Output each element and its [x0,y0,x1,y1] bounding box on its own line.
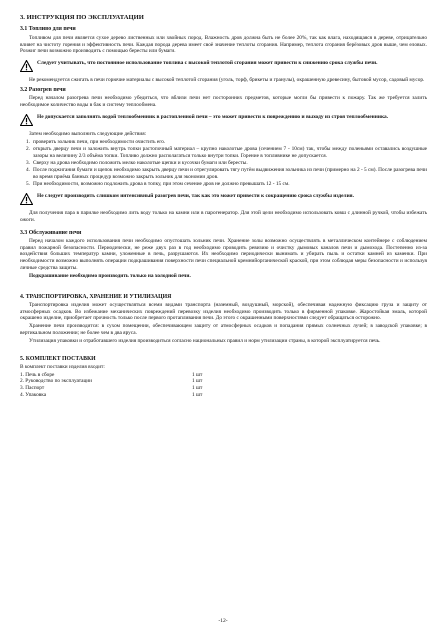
maintenance-paragraph: Перед началом каждого использования печи необходимо опустошать зольник печи. Хранение золы возможно осуществлять в металлическом контейнере с соблюдением правил пожарной безопасности. Периодически, не реже двух раз в год необходимо проводить ревизию и очистку дымовых каналов печи и дымохода. Постепенно из-за воздействия больших температур камни, уложенные в печь, разрушаются. Их необходимо периодически вынимать и убирать пыль и остатки камней из каменки. При необходимости возможно выполнять операции подкрашивания поверхности печи специальной кремнийорганической краской, при этом соблюдая меры безопасности и используя личные средства защиты. [20,237,427,271]
kit-intro: В комплект поставки изделия входит: [20,363,105,370]
warning-triangle-icon [20,60,33,72]
section-3-title: 3. ИНСТРУКЦИЯ ПО ЭКСПЛУАТАЦИИ [20,14,144,21]
warning-block-fuel [20,60,427,72]
section-5-title: 5. КОМПЛЕКТ ПОСТАВКИ [20,355,96,362]
spacer [20,281,427,291]
steps-intro: Затем необходимо выполнить следующие действия: [29,130,147,137]
section-3-2-title: 3.2 Разогрев печи [20,86,66,93]
warning-block-exchanger [20,114,427,126]
warning-text-overheat: Не следует производить слишком интенсивный разогрев печи, так как это может привести к сокращению срока службы изделия. [37,192,354,199]
fuel-restrictions-paragraph: Не рекомендуется сжигать в печи горючие материалы с высокой теплотой сгорания (уголь, торф, брикеты и гранулы), окрашенную древесину, бытовой мусор, садовый мусор. [29,77,425,84]
transport-paragraph: Транспортировка изделия может осуществляться всеми видами транспорта (наземный, воздушный, морской), обеспечивая надежную фиксацию груза и защиту от атмосферных осадков. Во избежание механических повреждений перевозку изделия необходимо производить только в фирменной упаковке. Жаростойкая эмаль, которой окрашено изделие, приобретает прочность только после первого протапливания печи. До этого с окрашенными поверхностями следует обращаться осторожно. [20,301,427,322]
spacer [20,346,427,353]
fuel-paragraph: Топливом для печи является сухое дерево лиственных или хвойных пород. Влажность дров должна быть не более 20%, так как влага, находящаяся в дереве, отрицательно влияет на чистоту горения и эффективность печи. Каждая порода дерева имеет своё значение теплоты сгорания. Например, теплота сгорания берёзовых дров выше, чем еловых. Розжиг печи возможно производить с помощью бересты или бумаги. [20,34,427,55]
section-3-3-title: 3.3 Обслуживание печи [20,229,82,236]
list-item: 1. проверить зольник печи, при необходимости очистить его. [26,138,166,145]
kit-row: 2. Руководство по эксплуатации 1 шт [20,378,203,385]
storage-paragraph: Хранение печи производится: в сухом помещении, обеспечивающем защиту от атмосферных осадков и попадания прямых солнечных лучей; в заводской упаковке; в вертикальном положении; не более чем в два яруса. [20,323,427,336]
warning-triangle-icon [20,114,33,126]
warning-triangle-icon [20,193,33,205]
list-item: 5. При необходимости, возможно подложить дрова в топку, при этом сечение дров не должно превышать 12 - 15 см. [26,181,290,188]
list-item: 4. После поджигания бумаги и щепок необходимо закрыть дверцу печи и отрегулировать тягу путём выдвижения зольника из печи (примерно на 2 - 5 см). После разогрева печи во время приёма банных процедур возможно закрыть зольник для экономии дров. [26,167,427,180]
list-item: 3. Сверху на дрова необходимо положить мелко наколотые щепки и кусочки бумаги или бересты. [26,159,248,166]
kit-row: 4. Упаковка 1 шт [20,391,203,398]
heating-steps-list [26,139,427,188]
kit-row: 1. Печь в сборе 1 шт [20,371,203,378]
warning-text-fuel: Следует учитывать, что постоянное использование топлива с высокой теплотой сгорания может привести к снижению срока службы печи. [37,60,378,67]
warning-text-exchanger: Не допускается заполнять водой теплообменник в растопленной печи – это может привести к повреждению и выходу из строя теплообменника. [37,113,389,120]
section-3-1-title: 3.1 Топливо для печи [20,26,76,33]
list-item: 2. открыть дверцу печи и заложить внутрь топки растопочный материал – крупно наколотые дрова (сечением 7 - 10см) так, чтобы между поленьями оставались воздушные зазоры на величину 2/3 объёма топки. Топливо должно располагаться только внутри топки. Горение в топливнике не допускается. [26,145,427,159]
steam-paragraph: Для получения пара в парилке необходимо лить воду только на камни или в парогенератор. Для этой цели необходимо использовать ковш с длинной ручкой, чтобы избежать ожоги. [20,209,427,223]
painting-note: Подкрашивание необходимо производить только на холодной печи. [29,272,191,279]
disposal-paragraph: Утилизация упаковки и отработавшего изделия производиться согласно национальных правил и норм утилизации страны, в которой эксплуатируется печь. [29,337,381,344]
warning-block-overheat [20,193,427,205]
kit-list [20,372,427,399]
kit-row: 3. Паспорт 1 шт [20,385,203,392]
heating-paragraph: Перед началом разогрева печи необходимо убедиться, что вблизи печи нет посторонних предметов, которые могли бы привести к пожару. Так же требуется залить необходимое количество воды в бак и систему теплообмена. [20,95,427,109]
section-4-title: 4. ТРАНСПОРТИРОВКА, ХРАНЕНИЕ И УТИЛИЗАЦИЯ [20,293,172,300]
page-number: -12- [218,617,228,624]
